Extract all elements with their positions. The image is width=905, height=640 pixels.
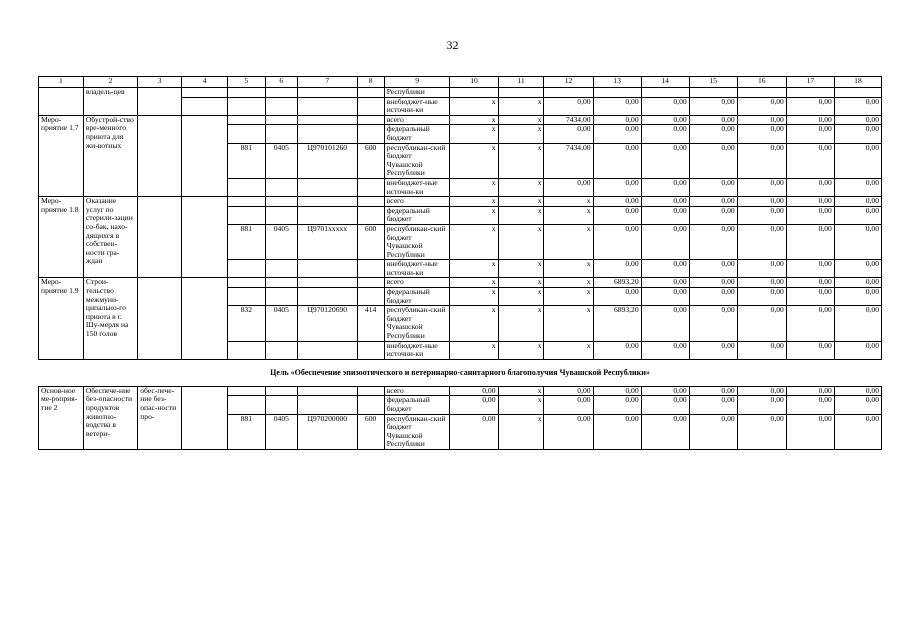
code-cell [298, 206, 358, 224]
value-cell: 0,00 [834, 386, 881, 396]
code-cell [357, 288, 384, 306]
value-cell: 0,00 [593, 97, 641, 115]
header-cell: 16 [737, 77, 786, 88]
value-cell: 0,00 [737, 341, 786, 359]
value-cell: 0,00 [786, 288, 834, 306]
activity-name-cell: Оказание услуг по стерили-зации со-бак, нахо-дящихся в собствен-ности гра-ждан [83, 197, 137, 278]
value-cell: 0,00 [834, 206, 881, 224]
code-cell [182, 88, 228, 98]
value-cell: 0,00 [786, 260, 834, 278]
code-cell [265, 341, 297, 359]
code-cell [228, 88, 266, 98]
code-cell [182, 97, 228, 115]
activity-name-cell: Обеспече-ние без-опасности продуктов животно-водства в ветери- [83, 386, 137, 449]
activity-cell: Основ-ное ме-роприя-тие 2 [39, 386, 84, 449]
value-cell: 0,00 [689, 115, 737, 125]
value-cell: 0,00 [737, 386, 786, 396]
value-cell: 0,00 [737, 278, 786, 288]
value-cell: 0,00 [786, 278, 834, 288]
value-cell: 0,00 [593, 341, 641, 359]
value-cell: 0,00 [544, 396, 593, 414]
empty-cell [182, 115, 228, 196]
header-cell: 12 [544, 77, 593, 88]
value-cell [544, 88, 593, 98]
value-cell: 0,00 [689, 386, 737, 396]
value-cell: 0,00 [689, 288, 737, 306]
code-cell [265, 97, 297, 115]
value-cell: 0,00 [593, 125, 641, 143]
value-cell [737, 88, 786, 98]
value-cell: 0,00 [737, 178, 786, 196]
value-cell: 0,00 [689, 97, 737, 115]
value-cell: x [450, 278, 498, 288]
header-row [39, 77, 882, 88]
value-cell: x [450, 143, 498, 178]
code-cell [228, 115, 266, 125]
value-cell: 0,00 [593, 178, 641, 196]
vr-code: 414 [357, 306, 384, 341]
code-cell [228, 341, 266, 359]
value-cell: 7434,00 [544, 115, 593, 125]
value-cell: 0,00 [641, 97, 689, 115]
code-cell [357, 178, 384, 196]
value-cell: 0,00 [834, 224, 881, 259]
code-cell [357, 396, 384, 414]
value-cell: 0,00 [786, 306, 834, 341]
value-cell [786, 88, 834, 98]
value-cell: 0,00 [834, 125, 881, 143]
value-cell [689, 88, 737, 98]
header-cell: 9 [384, 77, 450, 88]
value-cell: 0,00 [689, 206, 737, 224]
value-cell: 0,00 [737, 115, 786, 125]
value-cell: x [450, 97, 498, 115]
code-cell [298, 341, 358, 359]
value-cell: 0,00 [786, 414, 834, 449]
value-cell: 0,00 [737, 97, 786, 115]
code-cell [265, 115, 297, 125]
value-cell: 0,00 [689, 224, 737, 259]
value-cell: 0,00 [593, 386, 641, 396]
header-cell: 6 [265, 77, 297, 88]
code-cell [357, 341, 384, 359]
value-cell: 0,00 [641, 414, 689, 449]
code-cell [228, 278, 266, 288]
value-cell: 0,00 [786, 341, 834, 359]
responsible-cell [138, 197, 182, 278]
code-cell [265, 178, 297, 196]
value-cell: 0,00 [641, 125, 689, 143]
empty-cell [138, 88, 182, 116]
csr-code: Ц9701xxxxx [298, 224, 358, 259]
page-number: 32 [446, 38, 459, 52]
value-cell: x [450, 288, 498, 306]
code-cell [298, 197, 358, 207]
value-cell: x [450, 125, 498, 143]
value-cell: 0,00 [593, 414, 641, 449]
code-cell [357, 97, 384, 115]
activity-cell: Меро-приятие 1.9 [39, 278, 84, 359]
code-cell [357, 125, 384, 143]
value-cell: 0,00 [593, 206, 641, 224]
value-cell: 0,00 [689, 414, 737, 449]
header-cell: 15 [689, 77, 737, 88]
code-cell [265, 206, 297, 224]
value-cell: 0,00 [593, 197, 641, 207]
activity-name-cell: Обустрой-ство вре-менного приюта для жи-вотных [83, 115, 137, 196]
value-cell: 0,00 [641, 386, 689, 396]
code-cell [265, 88, 297, 98]
value-cell: x [450, 306, 498, 341]
source-cell: внебюджет-ные источни-ки [384, 178, 450, 196]
grbs-code: 832 [228, 306, 266, 341]
value-cell: 0,00 [737, 396, 786, 414]
value-cell: 0,00 [786, 115, 834, 125]
header-cell: 7 [298, 77, 358, 88]
value-cell: 0,00 [786, 396, 834, 414]
source-cell: всего [384, 197, 450, 207]
code-cell [228, 386, 266, 396]
value-cell: 0,00 [786, 178, 834, 196]
value-cell: x [498, 386, 544, 396]
value-cell [498, 88, 544, 98]
value-cell: 0,00 [834, 396, 881, 414]
value-cell: 0,00 [689, 278, 737, 288]
vr-code: 600 [357, 224, 384, 259]
code-cell [357, 197, 384, 207]
value-cell: 0,00 [737, 260, 786, 278]
value-cell: 0,00 [689, 125, 737, 143]
header-cell: 17 [786, 77, 834, 88]
code-cell [357, 278, 384, 288]
value-cell: 0,00 [450, 414, 498, 449]
value-cell: 6893,20 [593, 278, 641, 288]
source-cell: внебюджет-ные источни-ки [384, 341, 450, 359]
table-row [39, 278, 882, 288]
source-cell: всего [384, 115, 450, 125]
source-cell: республикан-ский бюджет Чувашской Республики [384, 143, 450, 178]
value-cell: x [498, 341, 544, 359]
empty-cell [182, 278, 228, 359]
value-cell: 0,00 [450, 386, 498, 396]
value-cell: x [544, 224, 593, 259]
value-cell: x [498, 97, 544, 115]
value-cell: 0,00 [689, 197, 737, 207]
grbs-code: 881 [228, 143, 266, 178]
header-cell: 2 [83, 77, 137, 88]
grbs-code: 881 [228, 224, 266, 259]
value-cell: 0,00 [786, 224, 834, 259]
value-cell: 0,00 [834, 143, 881, 178]
value-cell: x [544, 206, 593, 224]
value-cell: 0,00 [544, 97, 593, 115]
value-cell: 0,00 [737, 125, 786, 143]
value-cell: x [450, 178, 498, 196]
value-cell: x [450, 115, 498, 125]
value-cell: x [498, 260, 544, 278]
header-cell: 8 [357, 77, 384, 88]
empty-cell [182, 386, 228, 449]
value-cell: x [544, 306, 593, 341]
value-cell: 0,00 [641, 224, 689, 259]
value-cell: 0,00 [450, 396, 498, 414]
value-cell: 0,00 [544, 386, 593, 396]
table-row [39, 88, 882, 98]
code-cell [228, 260, 266, 278]
grbs-code: 881 [228, 414, 266, 449]
header-cell: 10 [450, 77, 498, 88]
code-cell [298, 260, 358, 278]
value-cell [450, 88, 498, 98]
value-cell: 0,00 [641, 396, 689, 414]
value-cell: 0,00 [786, 143, 834, 178]
code-cell [228, 125, 266, 143]
code-cell [265, 396, 297, 414]
rzpr-code: 0405 [265, 306, 297, 341]
value-cell: 0,00 [786, 386, 834, 396]
value-cell: x [498, 178, 544, 196]
value-cell: 0,00 [737, 143, 786, 178]
header-cell: 14 [641, 77, 689, 88]
value-cell: x [498, 125, 544, 143]
value-cell: x [498, 414, 544, 449]
value-cell: x [498, 143, 544, 178]
code-cell [298, 288, 358, 306]
value-cell: 0,00 [834, 260, 881, 278]
value-cell [834, 88, 881, 98]
value-cell: x [498, 306, 544, 341]
value-cell: 0,00 [737, 197, 786, 207]
csr-code: Ц970200000 [298, 414, 358, 449]
value-cell: x [544, 341, 593, 359]
code-cell [298, 125, 358, 143]
header-cell: 5 [228, 77, 266, 88]
value-cell: 0,00 [641, 197, 689, 207]
code-cell [228, 97, 266, 115]
source-cell: республикан-ский бюджет Чувашской Республики [384, 306, 450, 341]
value-cell: 0,00 [689, 396, 737, 414]
value-cell: 0,00 [641, 278, 689, 288]
value-cell: 0,00 [544, 125, 593, 143]
value-cell: 0,00 [641, 260, 689, 278]
table-row [39, 197, 882, 207]
table-row [39, 386, 882, 396]
value-cell: 0,00 [641, 206, 689, 224]
value-cell: x [498, 288, 544, 306]
header-cell: 4 [182, 77, 228, 88]
value-cell: 0,00 [737, 224, 786, 259]
value-cell: 0,00 [544, 414, 593, 449]
code-cell [265, 197, 297, 207]
rzpr-code: 0405 [265, 143, 297, 178]
value-cell: x [544, 278, 593, 288]
code-cell [265, 278, 297, 288]
value-cell: 0,00 [641, 143, 689, 178]
value-cell: 0,00 [641, 115, 689, 125]
header-cell: 11 [498, 77, 544, 88]
code-cell [265, 125, 297, 143]
source-cell: внебюджет-ные источни-ки [384, 97, 450, 115]
source-cell: федеральный бюджет [384, 288, 450, 306]
source-cell: федеральный бюджет [384, 206, 450, 224]
empty-cell [182, 197, 228, 278]
value-cell: 7434,00 [544, 143, 593, 178]
code-cell [298, 386, 358, 396]
value-cell: 0,00 [641, 341, 689, 359]
value-cell: 0,00 [834, 197, 881, 207]
csr-code: Ц970120690 [298, 306, 358, 341]
value-cell: 0,00 [641, 288, 689, 306]
value-cell: 0,00 [786, 97, 834, 115]
vr-code: 600 [357, 414, 384, 449]
header-cell: 13 [593, 77, 641, 88]
value-cell: 0,00 [593, 260, 641, 278]
source-cell: всего [384, 386, 450, 396]
code-cell [228, 288, 266, 306]
code-cell [298, 178, 358, 196]
goal-heading: Цель «Обеспечение эпизоотического и ветеринарно-санитарного благополучия Чувашской Республики» [39, 359, 882, 386]
source-cell: федеральный бюджет [384, 396, 450, 414]
vr-code: 600 [357, 143, 384, 178]
value-cell: 0,00 [641, 306, 689, 341]
activity-name-cell: владель-цев [83, 88, 137, 116]
code-cell [228, 396, 266, 414]
value-cell: 0,00 [737, 306, 786, 341]
code-cell [298, 115, 358, 125]
value-cell: 0,00 [834, 341, 881, 359]
header-cell: 1 [39, 77, 84, 88]
table-row [39, 115, 882, 125]
code-cell [298, 97, 358, 115]
value-cell: x [498, 224, 544, 259]
activity-cell: Меро-приятие 1.7 [39, 115, 84, 196]
source-cell: Республики [384, 88, 450, 98]
source-cell: республикан-ский бюджет Чувашской Республики [384, 414, 450, 449]
activity-cell: Меро-приятие 1.8 [39, 197, 84, 278]
value-cell: 0,00 [786, 206, 834, 224]
value-cell: 0,00 [689, 178, 737, 196]
value-cell: x [450, 260, 498, 278]
code-cell [265, 288, 297, 306]
code-cell [357, 260, 384, 278]
code-cell [265, 386, 297, 396]
value-cell: 0,00 [834, 306, 881, 341]
value-cell: 0,00 [593, 396, 641, 414]
value-cell: 0,00 [641, 178, 689, 196]
value-cell: 0,00 [834, 115, 881, 125]
header-cell: 18 [834, 77, 881, 88]
value-cell: 0,00 [737, 288, 786, 306]
code-cell [298, 88, 358, 98]
value-cell: x [450, 224, 498, 259]
value-cell: 0,00 [834, 278, 881, 288]
value-cell: x [498, 197, 544, 207]
value-cell: x [498, 278, 544, 288]
header-cell: 3 [138, 77, 182, 88]
code-cell [357, 206, 384, 224]
value-cell: 0,00 [834, 414, 881, 449]
value-cell: 0,00 [834, 97, 881, 115]
activity-cell [39, 88, 84, 116]
code-cell [357, 386, 384, 396]
code-cell [298, 396, 358, 414]
code-cell [298, 278, 358, 288]
value-cell: x [544, 288, 593, 306]
code-cell [228, 206, 266, 224]
value-cell: 0,00 [593, 224, 641, 259]
responsible-cell [138, 278, 182, 359]
activity-name-cell: Строи-тельство межмуни-ципально-го приюта в г. Шу-мерля на 150 голов [83, 278, 137, 359]
value-cell: x [544, 197, 593, 207]
value-cell: 0,00 [689, 143, 737, 178]
source-cell: внебюджет-ные источни-ки [384, 260, 450, 278]
value-cell: 6893,20 [593, 306, 641, 341]
code-cell [228, 178, 266, 196]
csr-code: Ц970101260 [298, 143, 358, 178]
value-cell: 0,00 [834, 178, 881, 196]
value-cell: 0,00 [786, 197, 834, 207]
value-cell: 0,00 [593, 143, 641, 178]
code-cell [357, 115, 384, 125]
source-cell: всего [384, 278, 450, 288]
value-cell: x [498, 115, 544, 125]
value-cell: 0,00 [689, 341, 737, 359]
code-cell [357, 88, 384, 98]
value-cell [593, 88, 641, 98]
value-cell: x [450, 341, 498, 359]
source-cell: республикан-ский бюджет Чувашской Республики [384, 224, 450, 259]
finance-table [38, 76, 882, 450]
code-cell [228, 197, 266, 207]
source-cell: федеральный бюджет [384, 125, 450, 143]
value-cell: x [498, 206, 544, 224]
value-cell: 0,00 [593, 115, 641, 125]
value-cell: 0,00 [786, 125, 834, 143]
rzpr-code: 0405 [265, 224, 297, 259]
value-cell: 0,00 [737, 414, 786, 449]
responsible-cell: обес-пече-ние без-опас-ности про- [138, 386, 182, 449]
goal-row [39, 359, 882, 386]
value-cell: 0,00 [834, 288, 881, 306]
responsible-cell [138, 115, 182, 196]
value-cell: 0,00 [544, 178, 593, 196]
value-cell: x [450, 206, 498, 224]
value-cell [641, 88, 689, 98]
value-cell: x [498, 396, 544, 414]
value-cell: 0,00 [689, 260, 737, 278]
value-cell: 0,00 [593, 288, 641, 306]
value-cell: 0,00 [689, 306, 737, 341]
rzpr-code: 0405 [265, 414, 297, 449]
code-cell [265, 260, 297, 278]
value-cell: 0,00 [737, 206, 786, 224]
value-cell: x [544, 260, 593, 278]
value-cell: x [450, 197, 498, 207]
